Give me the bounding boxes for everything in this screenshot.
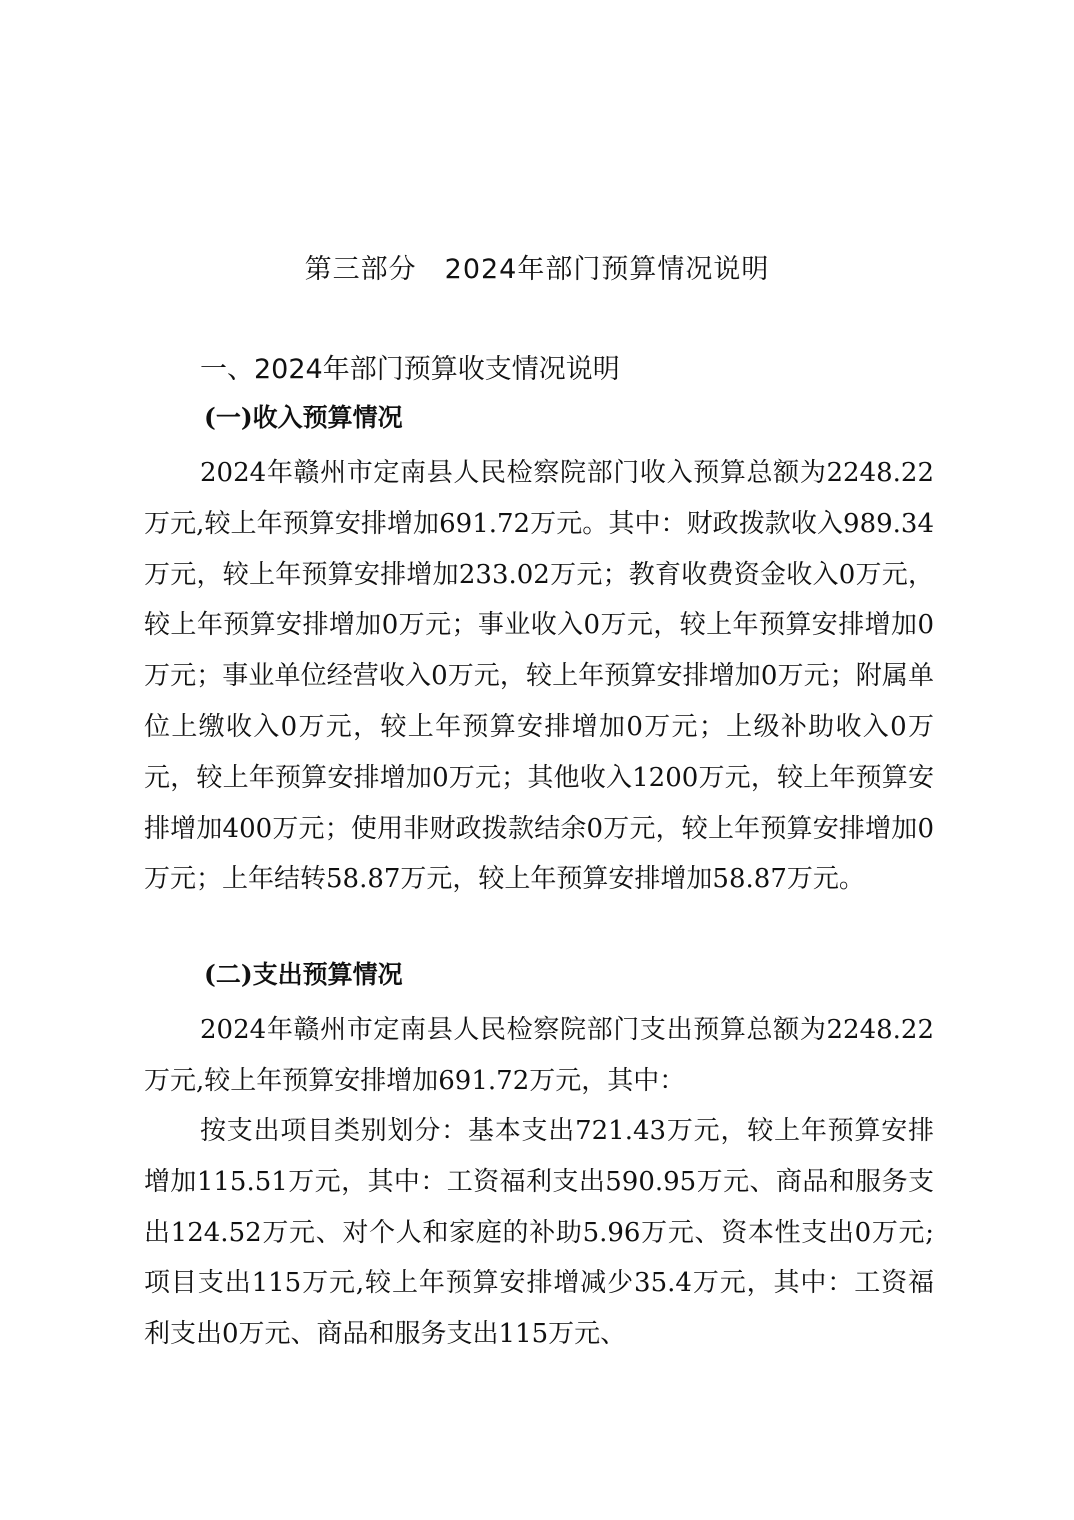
income-paragraph: 2024年赣州市定南县人民检察院部门收入预算总额为2248.22万元,较上年预算安排增加691.72万元。其中：财政拨款收入989.34万元，较上年预算安排增加233.02万元；教育收费资金收入0万元，较上年预算安排增加0万元；事业收入0万元，较上年预算安排增加0万元；事业单位经营收入0万元，较上年预算安排增加0万元；附属单位上缴收入0万元，较上年预算安排增加0万元；上级补助收入0万元，较上年预算安排增加0万元；其他收入1200万元，较上年预算安排增加400万元；使用非财政拨款结余0万元，较上年预算安排增加0万元；上年结转58.87万元，较上年预算安排增加58.87万元。 (144, 458, 934, 895)
expenditure-subheading: (二)支出预算情况 (204, 960, 403, 989)
expenditure-paragraph-2: 按支出项目类别划分：基本支出721.43万元，较上年预算安排增加115.51万元，其中：工资福利支出590.95万元、商品和服务支出124.52万元、对个人和家庭的补助5.96万元、资本性支出0万元;项目支出115万元,较上年预算安排增减少35.4万元，其中：工资福利支出0万元、商品和服务支出115万元、 (144, 1116, 934, 1350)
page-title: 第三部分 2024年部门预算情况说明 (304, 254, 770, 285)
section-heading: 一、2024年部门预算收支情况说明 (200, 354, 620, 385)
expenditure-paragraph-1: 2024年赣州市定南县人民检察院部门支出预算总额为2248.22万元,较上年预算安排增加691.72万元，其中： (144, 1015, 934, 1096)
income-subheading: (一)收入预算情况 (204, 403, 403, 432)
